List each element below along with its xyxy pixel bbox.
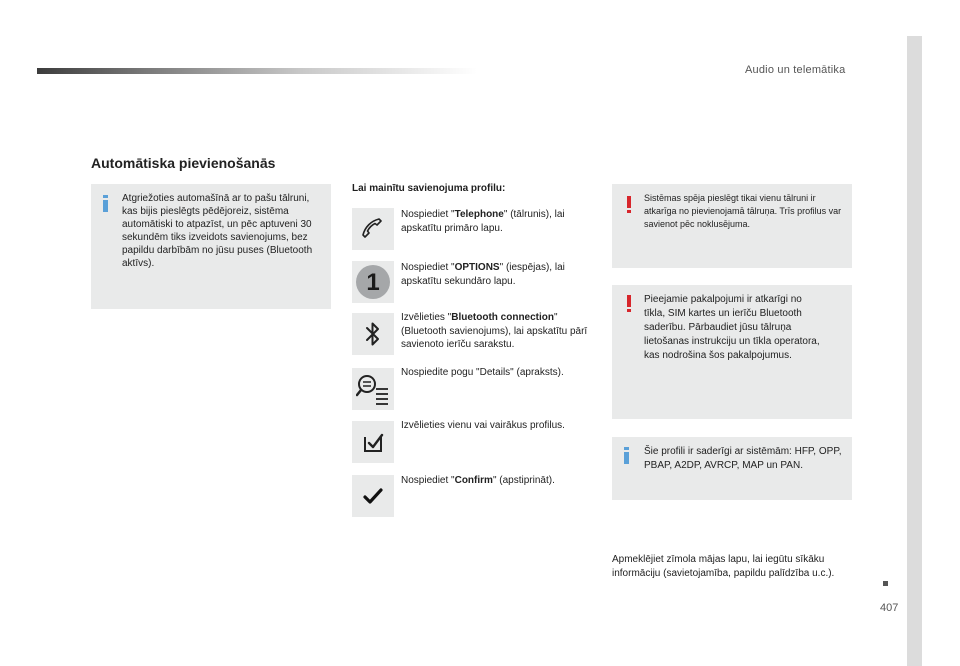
checkbox-checked-icon [362, 431, 384, 453]
footer-note: Apmeklējiet zīmola mājas lapu, lai iegūtu sīkāku informāciju (savietojamība, papildu palīdzība u.c.). [612, 554, 835, 579]
step-icon-bluetooth [352, 313, 394, 355]
step-2-text: Nospiediet "OPTIONS" (iespējas), lai apskatītu sekundāro lapu. [401, 262, 565, 287]
info-note-auto-connect [91, 184, 331, 309]
number-1-badge [354, 263, 392, 301]
page-number: 407 [880, 602, 899, 614]
bluetooth-icon [364, 320, 382, 348]
info-note-text: Atgriežoties automašīnā ar to pašu tālruni, kas bijis pieslēgts pēdējoreiz, sistēma automātiski to atpazīst, un pēc aptuveni 30 sekundēm tiks izveidots savienojums, bez papildu darbībām no jūsu puses (Bluetooth aktīvs). [122, 193, 313, 269]
step-4-text: Nospiedite pogu "Details" (apraksts). [401, 367, 564, 378]
telephone-handset-icon [361, 217, 385, 241]
step-icon-details [352, 368, 394, 410]
page-title: Automātiska pievienošanās [91, 155, 276, 171]
warning-icon [627, 295, 632, 312]
step-6-text: Nospiediet "Confirm" (apstiprināt). [401, 475, 555, 486]
header-gradient-bar [37, 68, 477, 74]
badge-number: 1 [366, 269, 380, 296]
details-search-list-icon [356, 373, 390, 405]
warning-note-text: Pieejamie pakalpojumi ir atkarīgi no tīkla, SIM kartes un ierīču Bluetooth saderību. Pārbaudiet jūsu tālruņa lietošanas instrukciju un tīkla operatora, kas nodrošina šos pakalpojumus. [644, 294, 820, 361]
step-icon-telephone [352, 208, 394, 250]
info-note-text: Šie profili ir saderīgi ar sistēmām: HFP, OPP, PBAP, A2DP, AVRCP, MAP un PAN. [644, 446, 842, 471]
step-icon-confirm [352, 475, 394, 517]
info-icon [624, 447, 629, 464]
page-marker [883, 581, 888, 586]
section-title: Audio un telemātika [745, 64, 846, 76]
side-strip [907, 36, 922, 666]
warning-note-single-phone [612, 184, 852, 268]
step-icon-checkbox [352, 421, 394, 463]
step-icon-number-1 [352, 261, 394, 303]
warning-icon [627, 196, 632, 213]
step-1-text: Nospiediet "Telephone" (tālrunis), lai apskatītu primāro lapu. [401, 209, 565, 234]
step-3-text: Izvēlieties "Bluetooth connection" (Bluetooth savienojums), lai apskatītu pārī savienoto ierīču sarakstu. [401, 312, 588, 350]
warning-note-text: Sistēmas spēja pieslēgt tikai vienu tālruni ir atkarīga no pievienojamā tālruņa. Trīs profilus var savienot pēc noklusējuma. [644, 193, 842, 229]
step-5-text: Izvēlieties vienu vai vairākus profilus. [401, 420, 565, 431]
warning-note-services [612, 285, 852, 419]
info-icon [103, 195, 108, 212]
checkmark-icon [363, 487, 383, 505]
info-note-profiles [612, 437, 852, 500]
profile-heading: Lai mainītu savienojuma profilu: [352, 183, 506, 194]
